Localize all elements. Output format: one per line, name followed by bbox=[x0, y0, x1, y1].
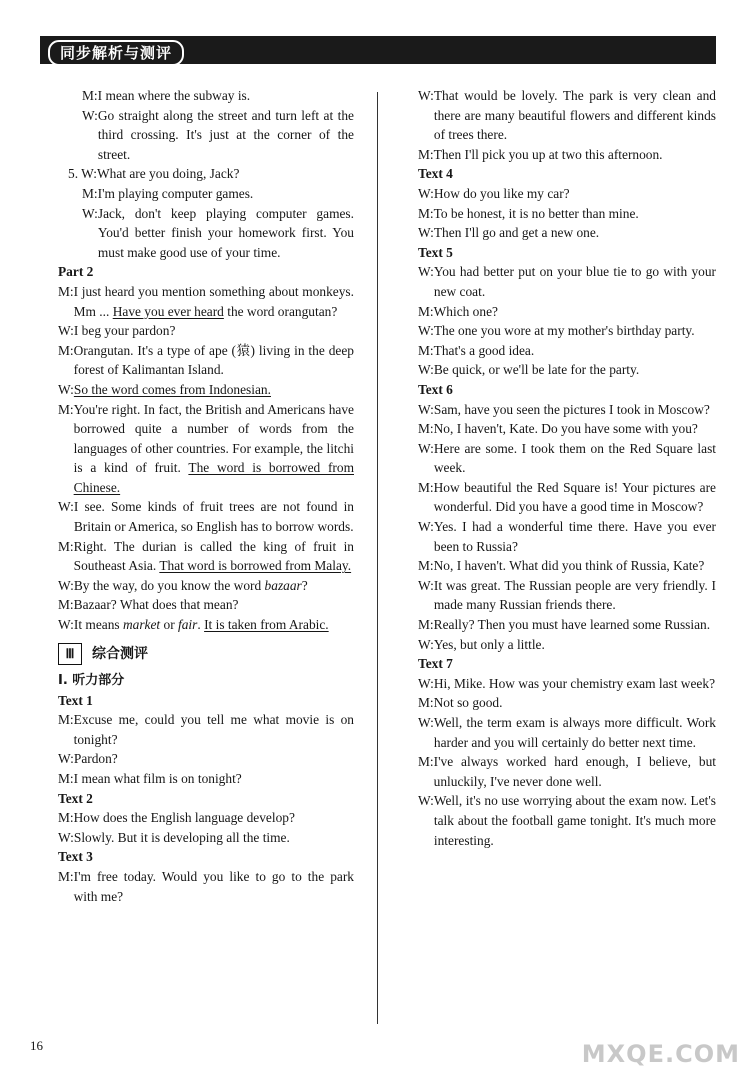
dialogue-line: M: I mean where the subway is. bbox=[82, 88, 251, 103]
text-heading: Text 6 bbox=[418, 381, 453, 397]
dialogue-line: M: To be honest, it is no better than mine. bbox=[418, 205, 639, 221]
dialogue-line: M: Not so good. bbox=[418, 695, 503, 711]
dialogue-line: 5. W: What are you doing, Jack? bbox=[68, 166, 240, 182]
dialogue-line: W: Sam, have you seen the pictures I took in Moscow? bbox=[418, 401, 710, 417]
dialogue-line: M: Orangutan. It's a type of ape (猿) living in the deep forest of Kalimantan Island. bbox=[58, 342, 354, 378]
text-heading: Text 2 bbox=[58, 790, 93, 806]
dialogue-line: M: I've always worked hard enough, I believe, but unluckily, I've never done well. bbox=[418, 754, 716, 789]
dialogue-line: W: Pardon? bbox=[58, 751, 118, 767]
dialogue-line: W: Go straight along the street and turn left at the third crossing. It's just at the corner of the street. bbox=[82, 107, 354, 162]
dialogue-line: W: Yes, but only a little. bbox=[418, 636, 545, 652]
dialogue-line: W: Well, the term exam is always more difficult. Work harder and you will certainly do better next time. bbox=[418, 715, 716, 750]
dialogue-line: M: You're right. In fact, the British and Americans have borrowed quite a number of words from the languages of other countries. For example, the litchi is a kind of fruit. The word is borrowed from Chinese. bbox=[58, 401, 354, 495]
dialogue-line: W: Jack, don't keep playing computer games. You'd better finish your homework first. You must make good use of your time. bbox=[82, 205, 354, 260]
dialogue-line: W: How do you like my car? bbox=[418, 185, 570, 201]
dialogue-line: M: No, I haven't, Kate. Do you have some with you? bbox=[418, 421, 698, 437]
dialogue-line: M: No, I haven't. What did you think of Russia, Kate? bbox=[418, 558, 705, 574]
header-title: 同步解析与测评 bbox=[48, 40, 184, 66]
dialogue-line: W: Hi, Mike. How was your chemistry exam last week? bbox=[418, 675, 716, 691]
dialogue-line: M: That's a good idea. bbox=[418, 342, 535, 358]
page-number: 16 bbox=[30, 1038, 43, 1053]
dialogue-line: W: So the word comes from Indonesian. bbox=[58, 381, 271, 397]
dialogue-line: W: You had better put on your blue tie to go with your new coat. bbox=[418, 264, 716, 299]
dialogue-line: W: Well, it's no use worrying about the exam now. Let's talk about the football game tonight. It's much more interesting. bbox=[418, 793, 716, 848]
dialogue-line: M: I just heard you mention something about monkeys. Mm ... Have you ever heard the word orangutan? bbox=[58, 283, 354, 319]
dialogue-line: W: I beg your pardon? bbox=[58, 323, 176, 339]
dialogue-line: W: Then I'll go and get a new one. bbox=[418, 225, 600, 241]
dialogue-line: M: How does the English language develop? bbox=[58, 810, 295, 826]
text-heading: Text 1 bbox=[58, 692, 93, 708]
dialogue-line: W: The one you wore at my mother's birthday party. bbox=[418, 323, 695, 339]
section-number-box: Ⅲ bbox=[58, 643, 82, 665]
right-column bbox=[418, 86, 716, 850]
dialogue-line: W: By the way, do you know the word bazaar? bbox=[58, 577, 308, 593]
section-title: 综合测评 bbox=[92, 645, 148, 662]
dialogue-line: M: Bazaar? What does that mean? bbox=[58, 597, 239, 613]
dialogue-line: M: Excuse me, could you tell me what movie is on tonight? bbox=[58, 712, 354, 747]
dialogue-line: W: Yes. I had a wonderful time there. Have you ever been to Russia? bbox=[418, 519, 716, 554]
subsection-heading: Ⅰ. 听力部分 bbox=[58, 672, 125, 688]
dialogue-line: M: I'm playing computer games. bbox=[82, 185, 254, 201]
dialogue-line: M: How beautiful the Red Square is! Your pictures are wonderful. Did you have a good time in Moscow? bbox=[418, 479, 716, 515]
dialogue-line: W: That would be lovely. The park is very clean and there are many beautiful flowers and different kinds of trees there. bbox=[418, 88, 716, 143]
dialogue-line: M: I'm free today. Would you like to go to the park with me? bbox=[58, 868, 354, 904]
dialogue-line: W: I see. Some kinds of fruit trees are not found in Britain or America, so English has to borrow words. bbox=[58, 499, 354, 535]
dialogue-line: W: Here are some. I took them on the Red Square last week. bbox=[418, 440, 716, 476]
section-heading bbox=[58, 643, 354, 665]
dialogue-line: W: Be quick, or we'll be late for the party. bbox=[418, 362, 640, 378]
dialogue-line: M: Right. The durian is called the king of fruit in Southeast Asia. That word is borrowed from Malay. bbox=[58, 538, 354, 574]
part-heading: Part 2 bbox=[58, 264, 94, 280]
text-heading: Text 4 bbox=[418, 166, 453, 182]
dialogue-line: M: Then I'll pick you up at two this afternoon. bbox=[418, 146, 663, 162]
text-heading: Text 7 bbox=[418, 656, 453, 672]
dialogue-line: W: It means market or fair. It is taken from Arabic. bbox=[58, 617, 329, 633]
left-column bbox=[58, 86, 354, 906]
dialogue-line: W: It was great. The Russian people are very friendly. I made many Russian friends there. bbox=[418, 577, 716, 613]
watermark: MXQE.COM bbox=[581, 1040, 740, 1068]
dialogue-line: W: Slowly. But it is developing all the time. bbox=[58, 829, 290, 845]
dialogue-line: M: I mean what film is on tonight? bbox=[58, 771, 242, 786]
text-heading: Text 3 bbox=[58, 849, 93, 865]
dialogue-line: M: Which one? bbox=[418, 303, 498, 319]
column-divider bbox=[377, 92, 378, 1024]
dialogue-line: M: Really? Then you must have learned some Russian. bbox=[418, 617, 711, 633]
text-heading: Text 5 bbox=[418, 244, 453, 260]
